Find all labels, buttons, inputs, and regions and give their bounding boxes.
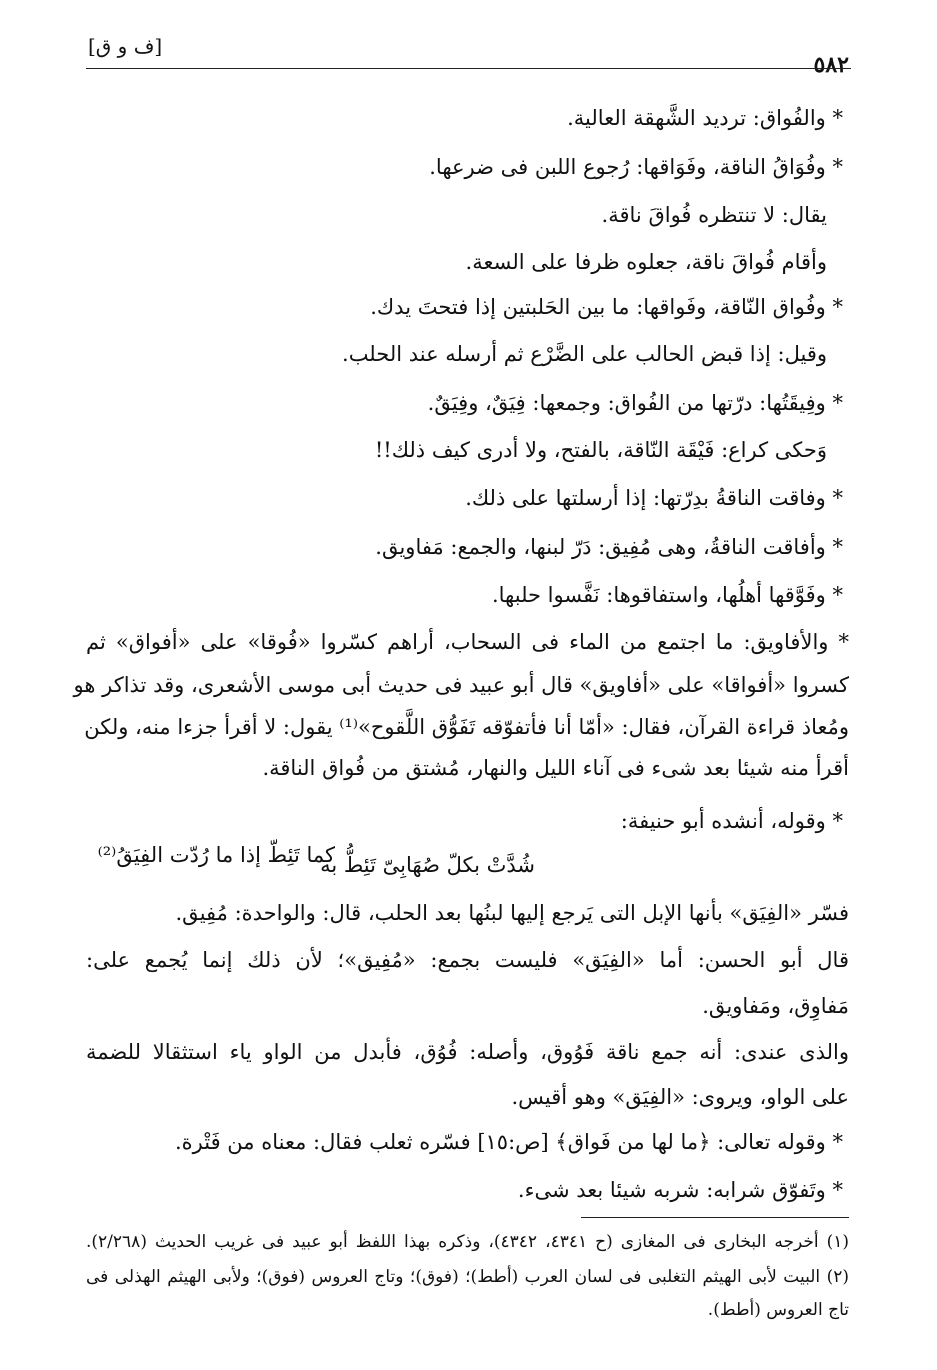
entry-line: * وقوله، أنشده أبو حنيفة: [620,809,843,833]
entry-line: وقيل: إذا قبض الحالب على الضَّرْع ثم أرسله عند الحلب. [342,342,827,366]
entry-line: يقال: لا تنتظره فُواقَ ناقة. [601,203,827,227]
footnote-divider [581,1217,849,1218]
paragraph-line: قال أبو الحسن: أما «الفِيَق» فليست بجمع: «مُفِيق»؛ لأن ذلك إنما يُجمع على: [86,948,849,972]
root-letters-header: [ف و ق] [88,34,163,58]
entry-line: * وأفاقت الناقةُ، وهى مُفِيق: دَرّ لبنها، والجمع: مَفاويق. [375,535,843,559]
entry-line: * وفِيقَتُها: درّتها من الفُواق: وجمعها: فِيَقٌ، وفِيَقٌ. [427,391,843,415]
paragraph-line: على الواو، ويروى: «الفِيَق» وهو أقيس. [511,1085,849,1109]
paragraph-line: مَفاوِق، ومَفاويق. [702,994,849,1018]
verse-second-hemistich: كما تَئِطّ إذا ما رُدّت الفِيَقُ⁽²⁾ [97,843,335,867]
paragraph-line: أقرأ منه شيئا بعد شىء فى آناء الليل والنهار، مُشتق من فُواق الناقة. [262,756,849,780]
entry-line: * وفُواق النّاقة، وفَواقها: ما بين الحَلبتين إذا فتحتَ يدك. [370,295,843,319]
entry-line: * وفُوَاقُ الناقة، وفَوَاقها: رُجوع اللبن فى ضرعها. [429,155,843,179]
entry-line: * وفاقت الناقةُ بدِرّتها: إذا أرسلتها على ذلك. [465,486,843,510]
entry-line: * وفَوَّقها أهلُها، واستفاقوها: نَفَّسوا حلبها. [491,583,843,607]
paragraph-line: فسّر «الفِيَق» بأنها الإبل التى يَرجع إليها لبنُها بعد الحلب، قال: والواحدة: مُفِيق. [175,901,849,925]
entry-line: * والفُواق: ترديد الشَّهقة العالية. [567,106,843,130]
footnote: (٢) البيت لأبى الهيثم التغلبى فى لسان العرب (أطط)؛ (فوق)؛ وتاج العروس (فوق)؛ ولأبى الهيثم الهذلى فى [86,1267,849,1287]
entry-line: * وقوله تعالى: ﴿ما لها من فَواق﴾ [ص:١٥] فسّره ثعلب فقال: معناه من فَتْرة. [174,1130,843,1154]
paragraph-line: ومُعاذ قراءة القرآن، فقال: «أمّا أنا فأتفوّقه تَفَوُّق اللَّقوح»⁽¹⁾ يقول: لا أقرأ جزءا منه، ولكن [84,715,849,739]
footnote: تاج العروس (أطط). [707,1300,849,1320]
paragraph-line: والذى عندى: أنه جمع ناقة فَوُوق، وأصله: فُوُق، فأبدل من الواو ياء استثقالا للضمة [86,1040,849,1064]
paragraph-line: كسروا «أفواقا» على «أفاويق» قال أبو عبيد فى حديث أبى موسى الأشعرى، وقد تذاكر هو [73,673,849,697]
page-number: ٥٨٢ [813,52,849,78]
entry-line: وَحكى كراع: فَيْقَة النّاقة، بالفتح، ولا أدرى كيف ذلك!! [374,438,827,462]
verse-first-hemistich: شُدَّتْ بكلّ صُهَابِىّ تَئِطُّ به [320,853,535,877]
footnote: (١) أخرجه البخارى فى المغازى (ح ٤٣٤١، ٤٣٤٢)، وذكره بهذا اللفظ أبو عبيد فى غريب الحديث (٢/٢٦٨). [86,1232,849,1252]
entry-line: وأقام فُواقَ ناقة، جعلوه ظرفا على السعة. [465,250,827,274]
paragraph-line: * والأفاويق: ما اجتمع من الماء فى السحاب، أراهم كسّروا «فُوقا» على «أفواق» ثم [86,630,849,654]
header-divider [86,68,851,69]
entry-line: * وتَفوّق شرابه: شربه شيئا بعد شىء. [517,1178,843,1202]
